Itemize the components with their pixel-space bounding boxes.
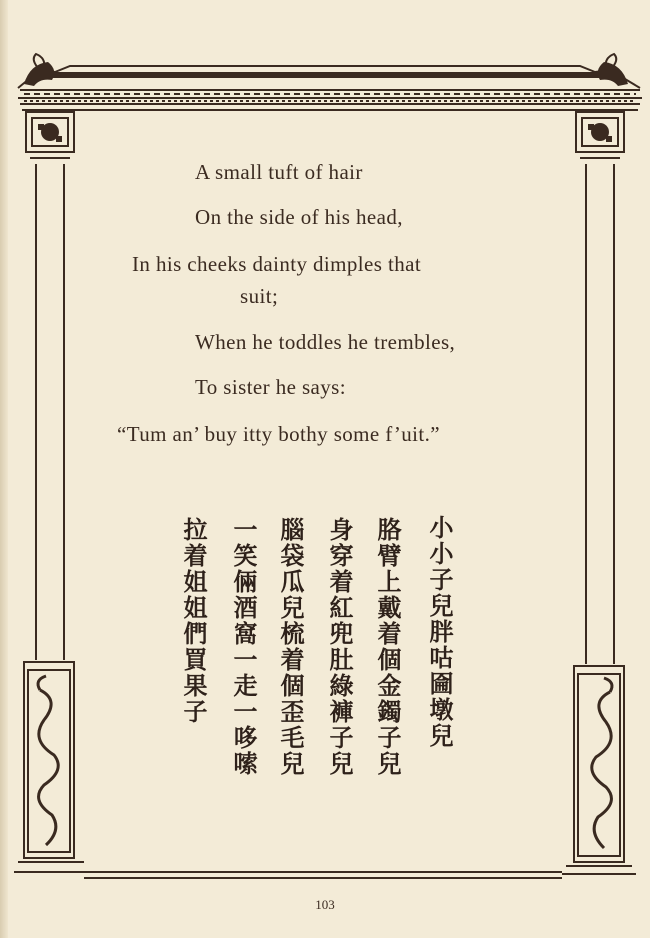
poem-line: suit; [240, 284, 279, 308]
chinese-column: 小小子兒胖咕圇墩兒 [425, 515, 453, 749]
roof-tiles [40, 72, 610, 78]
chinese-column: 一笑倆酒窩一走一哆嗦 [229, 517, 257, 777]
poem-line: A small tuft of hair [195, 160, 363, 184]
chinese-verse [175, 515, 465, 825]
left-capital-carving [38, 123, 62, 142]
chinese-column: 腦袋瓜兒梳着個歪毛兒 [276, 517, 304, 777]
poem-line: In his cheeks dainty dimples that [132, 252, 422, 276]
roof-dragon-ornament-left [24, 62, 54, 86]
poem-line: “Tum an’ buy itty bothy some f’uit.” [117, 422, 440, 446]
right-pillar [562, 112, 636, 874]
right-capital-carving [588, 123, 612, 142]
left-pillar [14, 112, 88, 872]
roof-dragon-ornament-right [598, 62, 628, 86]
left-dragon-carving [38, 676, 58, 845]
chinese-column: 拉着姐姐們買果子 [179, 517, 207, 725]
poem-line: On the side of his head, [195, 205, 403, 229]
right-dragon-carving [592, 678, 612, 848]
chinese-column: 胳臂上戴着個金鐲子兒 [373, 517, 401, 777]
poem-line: To sister he says: [195, 375, 346, 399]
chinese-column: 身穿着紅兜肚綠褲子兒 [325, 517, 353, 777]
base-line [84, 872, 562, 878]
page-number: 103 [315, 897, 335, 912]
poem-line: When he toddles he trembles, [195, 330, 456, 354]
